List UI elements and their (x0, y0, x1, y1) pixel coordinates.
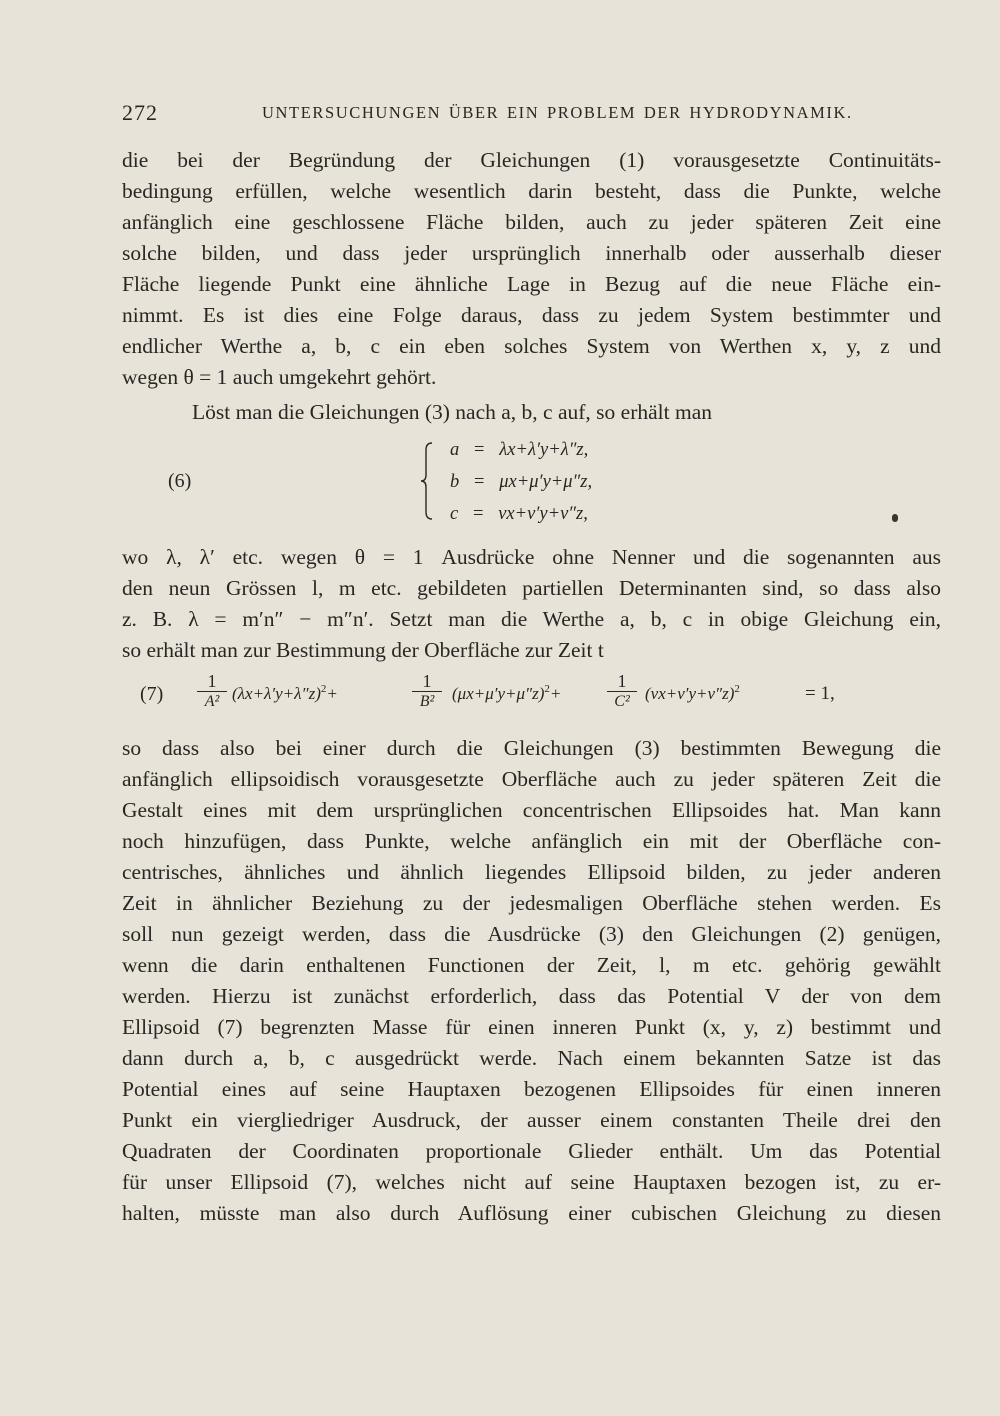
text-line: Fläche liegende Punkt eine ähnliche Lage in Bezug auf die neue Fläche ein- (122, 272, 941, 296)
text-line: halten, müsste man also durch Auflösung einer cubischen Gleichung zu diesen (122, 1201, 941, 1225)
text-line: nimmt. Es ist dies eine Folge daraus, dass zu jedem System bestimmter und (122, 303, 941, 327)
equation-term: $(\lambda x+\lambda'y+\lambda''z)^2+$ (232, 683, 338, 703)
text-line: den neun Grössen l, m etc. gebildeten partiellen Determinanten sind, so dass also (122, 576, 941, 600)
equation-tail: = 1, (805, 683, 835, 704)
equation-label: (6) (168, 470, 192, 492)
text-line: für unser Ellipsoid (7), welches nicht auf seine Hauptaxen bezogen ist, zu er- (122, 1170, 941, 1194)
text-line: dann durch a, b, c ausgedrückt werde. Nach einem bekannten Satze ist das (122, 1046, 941, 1070)
equation-row: c = νx+ν′y+ν″z, (450, 504, 588, 524)
fraction: $\frac{1}{\text{C²}}$ (607, 671, 637, 712)
text-line: centrisches, ähnliches und ähnlich liegendes Ellipsoid bilden, zu jeder anderen (122, 860, 941, 884)
running-title: UNTERSUCHUNGEN ÜBER EIN PROBLEM DER HYDRODYNAMIK. (262, 103, 853, 122)
text-line: endlicher Werthe a, b, c ein eben solches System von Werthen x, y, z und (122, 334, 941, 358)
running-header (122, 100, 942, 130)
text-line: wegen θ = 1 auch umgekehrt gehört. (122, 365, 437, 389)
equation-term: $(\nu x+\nu'y+\nu''z)^2$ (645, 683, 740, 703)
text-line: so erhält man zur Bestimmung der Oberfläche zur Zeit t (122, 638, 604, 662)
text-line: Potential eines auf seine Hauptaxen bezogenen Ellipsoides für einen inneren (122, 1077, 941, 1101)
text-line: noch hinzufügen, dass Punkte, welche anfänglich ein mit der Oberfläche con- (122, 829, 941, 853)
text-line: anfänglich ellipsoidisch vorausgesetzte Oberfläche auch zu jeder späteren Zeit die (122, 767, 941, 791)
equation-label: (7) (140, 683, 164, 705)
equation-7 (122, 667, 941, 717)
text-line: anfänglich eine geschlossene Fläche bilden, auch zu jeder späteren Zeit eine (122, 210, 941, 234)
text-line: Löst man die Gleichungen (3) nach a, b, c auf, so erhält man (192, 400, 712, 424)
text-line: wo λ, λ′ etc. wegen θ = 1 Ausdrücke ohne Nenner und die sogenannten aus (122, 545, 941, 569)
ink-dot (892, 514, 898, 522)
text-line: soll nun gezeigt werden, dass die Ausdrücke (3) den Gleichungen (2) genügen, (122, 922, 941, 946)
equation-row: b = μx+μ′y+μ″z, (450, 472, 593, 492)
equation-term: $(\mu x+\mu'y+\mu''z)^2+$ (452, 683, 562, 703)
text-line: die bei der Begründung der Gleichungen (1) vorausgesetzte Continuitäts- (122, 148, 941, 172)
text-line: werden. Hierzu ist zunächst erforderlich, dass das Potential V der von dem (122, 984, 941, 1008)
text-line: Ellipsoid (7) begrenzten Masse für einen inneren Punkt (x, y, z) bestimmt und (122, 1015, 941, 1039)
text-line: so dass also bei einer durch die Gleichungen (3) bestimmten Bewegung die (122, 736, 941, 760)
text-line: Punkt ein viergliedriger Ausdruck, der ausser einem constanten Theile drei den (122, 1108, 941, 1132)
text-line: Gestalt eines mit dem ursprünglichen concentrischen Ellipsoides hat. Man kann (122, 798, 941, 822)
brace-icon (420, 442, 434, 520)
fraction: $\frac{1}{\text{A²}}$ (197, 671, 227, 712)
page-number: 272 (122, 100, 158, 125)
text-line: Zeit in ähnlicher Beziehung zu der jedesmaligen Oberfläche stehen werden. Es (122, 891, 941, 915)
text-line: Quadraten der Coordinaten proportionale Glieder enthält. Um das Potential (122, 1139, 941, 1163)
text-line: solche bilden, und dass jeder ursprünglich innerhalb oder ausserhalb dieser (122, 241, 941, 265)
text-line: z. B. λ = m′n″ − m″n′. Setzt man die Werthe a, b, c in obige Gleichung ein, (122, 607, 941, 631)
text-line: bedingung erfüllen, welche wesentlich darin besteht, dass die Punkte, welche (122, 179, 941, 203)
text-line: wenn die darin enthaltenen Functionen der Zeit, l, m etc. gehörig gewählt (122, 953, 941, 977)
equation-row: a = λx+λ′y+λ″z, (450, 440, 589, 460)
fraction: $\frac{1}{\text{B²}}$ (412, 671, 442, 712)
